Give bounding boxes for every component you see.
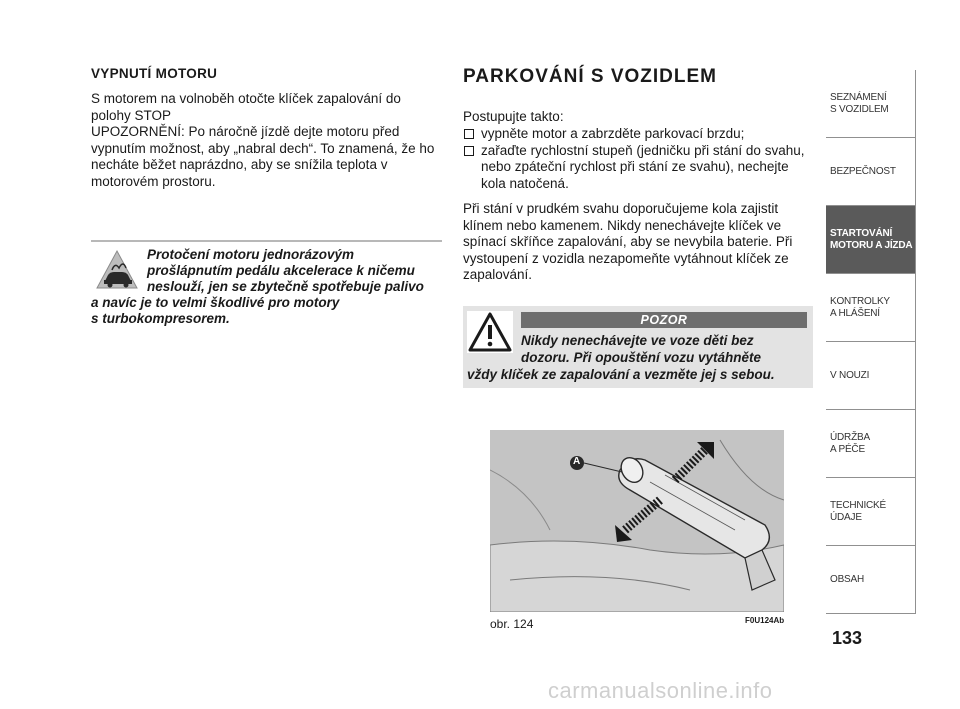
checkbox-bullet-icon bbox=[464, 129, 474, 139]
note-line-4: a navíc je to velmi škodlivé pro motory bbox=[91, 295, 340, 310]
figure-callout-a: A bbox=[573, 456, 581, 467]
section-heading-engine-off: VYPNUTÍ MOTORU bbox=[91, 66, 218, 81]
note-line-5: s turbokompresorem. bbox=[91, 311, 230, 326]
car-environment-icon bbox=[95, 248, 139, 292]
figure-caption: obr. 124 bbox=[490, 617, 534, 631]
list-item: zařaďte rychlostní stupeň (jedničku při stání do svahu, nebo zpáteční rychlost při stání ze svahu), nechejte kola natočená. bbox=[463, 143, 808, 193]
tab-startovani[interactable]: STARTOVÁNÍ MOTORU A JÍZDA bbox=[826, 206, 916, 274]
tab-udrzba[interactable]: ÚDRŽBA A PÉČE bbox=[826, 410, 916, 478]
watermark: carmanualsonline.info bbox=[548, 678, 773, 703]
page-title: PARKOVÁNÍ S VOZIDLEM bbox=[463, 66, 717, 87]
tab-obsah[interactable]: OBSAH bbox=[826, 546, 916, 614]
note-line-1: Protočení motoru jednorázovým bbox=[147, 247, 355, 262]
note-line-3: neslouží, jen se zbytečně spotřebuje palivo bbox=[147, 279, 424, 294]
warning-line-3: vždy klíček ze zapalování a vezměte jej s sebou. bbox=[467, 367, 775, 382]
handbrake-figure bbox=[490, 430, 784, 612]
warning-line-2: dozoru. Při opouštění vozu vytáhněte bbox=[521, 350, 762, 365]
intro-text: Postupujte takto: bbox=[463, 109, 564, 124]
chapter-tabs bbox=[826, 70, 918, 616]
tab-seznameni[interactable]: SEZNÁMENÍ S VOZIDLEM bbox=[826, 70, 916, 138]
tab-kontrolky[interactable]: KONTROLKY A HLÁŠENÍ bbox=[826, 274, 916, 342]
tab-technicke[interactable]: TECHNICKÉ ÚDAJE bbox=[826, 478, 916, 546]
list-item: vypněte motor a zabrzděte parkovací brzdu; bbox=[463, 126, 808, 143]
warning-line-1: Nikdy nenechávejte ve voze děti bez bbox=[521, 333, 754, 348]
engine-off-paragraph: S motorem na volnoběh otočte klíček zapalování do polohy STOP bbox=[91, 91, 401, 123]
warning-label: POZOR bbox=[521, 312, 807, 328]
warning-triangle-icon bbox=[467, 311, 513, 353]
note-line-2: prošlápnutím pedálu akcelerace k ničemu bbox=[147, 263, 415, 278]
note-divider bbox=[91, 240, 442, 242]
checkbox-bullet-icon bbox=[464, 146, 474, 156]
steps-list bbox=[463, 126, 808, 192]
tab-bezpecnost[interactable]: BEZPEČNOST bbox=[826, 138, 916, 206]
warning-note-paragraph: UPOZORNĚNÍ: Po náročně jízdě dejte motoru před vypnutím možnost, aby „nabral dech“. To znamená, že ho necháte běžet naprázdno, aby se snížila teplota v motorovém prostoru. bbox=[91, 124, 435, 189]
tab-v-nouzi[interactable]: V NOUZI bbox=[826, 342, 916, 410]
figure-code: F0U124Ab bbox=[745, 616, 785, 625]
slope-paragraph: Při stání v prudkém svahu doporučujeme kola zajistit klínem nebo kamenem. Nikdy nenechávejte klíček ve spínací skříňce zapalování, aby se nevybila baterie. Při vystoupení z vozidla nezapomeňte vytáhnout klíček ze zapalování. bbox=[463, 201, 793, 282]
page-number: 133 bbox=[832, 628, 863, 648]
